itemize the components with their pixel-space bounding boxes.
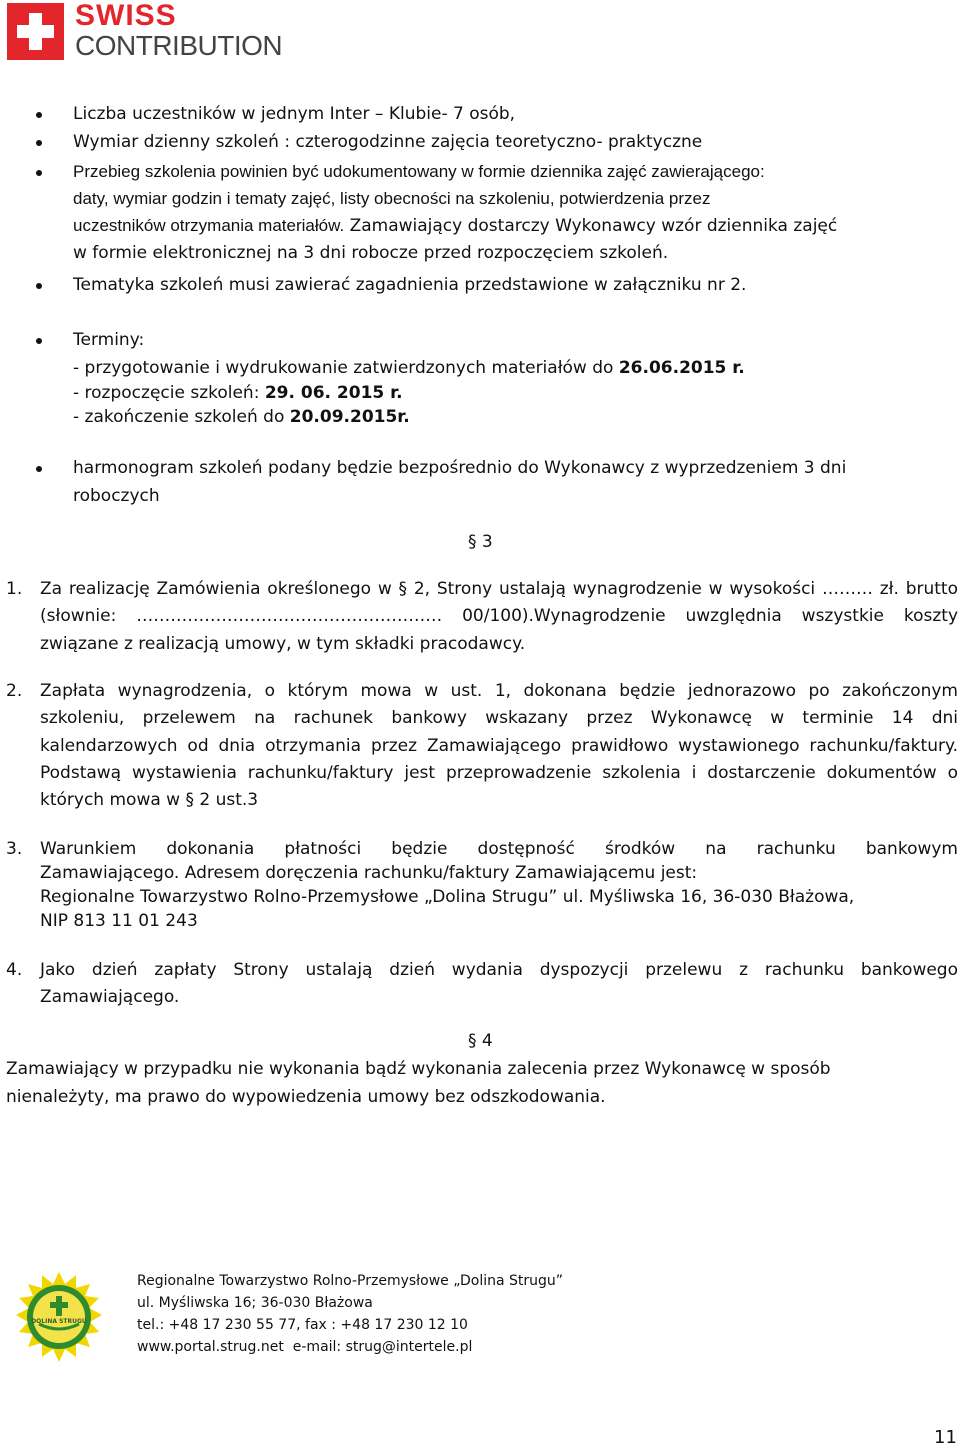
footer-phone: tel.: +48 17 230 55 77, fax : +48 17 230 12 10 xyxy=(137,1317,468,1333)
footer-org: Regionalne Towarzystwo Rolno-Przemysłowe „Dolina Strugu” xyxy=(137,1273,564,1289)
bullet-icon xyxy=(36,170,42,176)
footer-email-link[interactable]: e-mail: strug@intertele.pl xyxy=(292,1339,473,1355)
bullet-icon xyxy=(36,140,42,146)
footer-address: ul. Myśliwska 16; 36-030 Błażowa xyxy=(137,1295,373,1311)
section-heading: § 4 xyxy=(468,1031,493,1051)
bullet-text: Tematyka szkoleń musi zawierać zagadnienia przedstawione w załączniku nr 2. xyxy=(73,275,747,295)
bullet-text: daty, wymiar godzin i tematy zajęć, listy obecności na szkoleniu, potwierdzenia przez xyxy=(73,189,711,208)
bullet-text: Wymiar dzienny szkoleń : czterogodzinne zajęcia teoretyczno- praktyczne xyxy=(73,132,703,152)
paragraph-3 xyxy=(6,837,958,933)
paragraph-text: Zamawiającego. Adresem doręczenia rachunku/faktury Zamawiającemu jest: xyxy=(40,863,698,883)
term-start: - rozpoczęcie szkoleń: 29. 06. 2015 r. xyxy=(73,383,403,403)
footer-website-link[interactable]: www.portal.strug.net xyxy=(137,1339,284,1355)
paragraph-text: Jako dzień zapłaty Strony ustalają dzień wydania dyspozycji przelewu z rachunku bankowego Zamawiającego. xyxy=(40,960,958,1008)
paragraph-text: Za realizację Zamówienia określonego w § 2, Strony ustalają wynagrodzenie w wysokości ……… zł. brutto (słownie: ……………………………………………… 00/100).Wynagrodzenie uwzględnia wszystkie koszty związane z realizacją umowy, w tym składki pracodawcy. xyxy=(40,579,958,654)
term-end: - zakończenie szkoleń do 20.09.2015r. xyxy=(73,407,410,427)
paragraph-number: 3. xyxy=(6,839,23,859)
paragraph-text: Regionalne Towarzystwo Rolno-Przemysłowe „Dolina Strugu” ul. Myśliwska 16, 36-030 Błażowa, xyxy=(40,887,855,907)
final-text: nienależyty, ma prawo do wypowiedzenia umowy bez odszkodowania. xyxy=(6,1087,606,1107)
bullet-icon xyxy=(36,338,42,344)
paragraph-text: Zapłata wynagrodzenia, o którym mowa w ust. 1, dokonana będzie jednorazowo po zakończonym szkoleniu, przelewem na rachunek bankowy wskazany przez Wykonawcę w terminie 14 dni kalendarzowych od dnia otrzymania przez Zamawiającego prawidłowo wystawionego rachunku/faktury. Podstawą wystawienia rachunku/faktury jest przeprowadzenie szkolenia i dostarczenie dokumentów o których mowa w § 2 ust.3 xyxy=(40,681,958,811)
paragraph-4 xyxy=(6,957,958,1012)
paragraph-text: Warunkiem dokonania płatności będzie dostępność środków na rachunku bankowym xyxy=(40,839,958,859)
sunburst-icon xyxy=(16,1272,102,1362)
page-number: 11 xyxy=(934,1427,957,1448)
term-materials: - przygotowanie i wydrukowanie zatwierdzonych materiałów do 26.06.2015 r. xyxy=(73,358,745,378)
swiss-flag-icon xyxy=(7,3,64,60)
paragraph-1 xyxy=(6,576,958,658)
bullet-text: uczestników otrzymania materiałów. Zamawiający dostarczy Wykonawcy wzór dziennika zajęć xyxy=(73,216,838,236)
paragraph-2 xyxy=(6,678,958,814)
paragraph-number: 4. xyxy=(6,960,23,980)
logo-word-contribution: CONTRIBUTION xyxy=(75,30,283,61)
bullet-icon xyxy=(36,466,42,472)
dolina-strugu-logo xyxy=(13,1272,105,1364)
paragraph-number: 1. xyxy=(6,579,23,599)
bullet-text: roboczych xyxy=(73,486,160,506)
bullet-text: Przebieg szkolenia powinien być udokumentowany w formie dziennika zajęć zawierającego: xyxy=(73,162,765,181)
section-heading: § 3 xyxy=(468,532,493,552)
bullet-icon xyxy=(36,112,42,118)
bullet-text: harmonogram szkoleń podany będzie bezpośrednio do Wykonawcy z wyprzedzeniem 3 dni xyxy=(73,458,847,478)
swiss-contribution-logo xyxy=(7,0,297,64)
terms-title: Terminy: xyxy=(73,330,145,350)
logo-caption: DOLINA STRUGU xyxy=(31,1318,87,1325)
paragraph-number: 2. xyxy=(6,681,23,701)
footer-contact xyxy=(137,1338,472,1356)
final-text: Zamawiający w przypadku nie wykonania bądź wykonania zalecenia przez Wykonawcę w sposób xyxy=(6,1059,831,1079)
bullet-icon xyxy=(36,283,42,289)
paragraph-text: NIP 813 11 01 243 xyxy=(40,911,198,931)
logo-word-swiss: SWISS xyxy=(75,0,177,32)
bullet-text: w formie elektronicznej na 3 dni robocze przed rozpoczęciem szkoleń. xyxy=(73,243,669,263)
bullet-text: Liczba uczestników w jednym Inter – Klubie- 7 osób, xyxy=(73,104,516,124)
